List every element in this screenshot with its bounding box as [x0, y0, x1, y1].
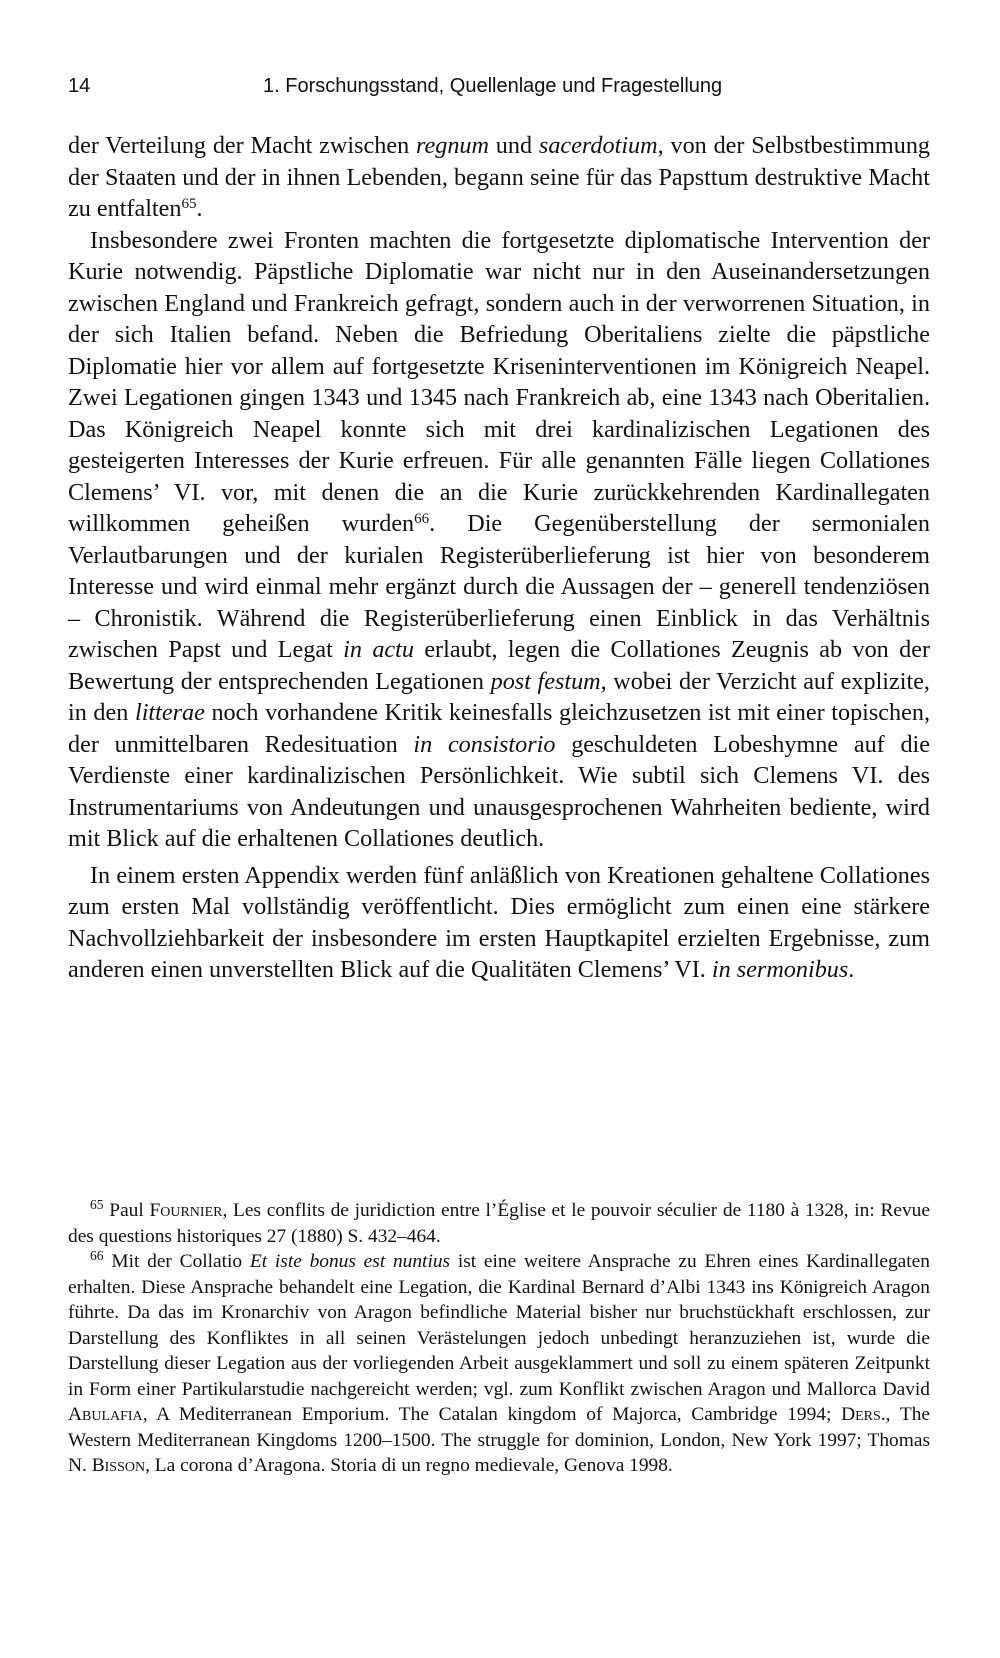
text-run: noch vorhandene Kritik keinesfalls gleichzusetzen ist mit einer topischen, der unmittelbaren Redesituation [68, 699, 930, 758]
main-text [68, 130, 930, 986]
page-number: 14 [68, 75, 91, 97]
text-run: und [488, 132, 539, 159]
italic-term: sacerdotium [538, 132, 658, 159]
text-run: der Verteilung der Macht zwischen [68, 132, 416, 159]
text-run: In einem ersten Appendix werden fünf anläßlich von Kreationen gehaltene Collationes zum ersten Mal vollständig veröffentlicht. Dies ermöglicht zum einen eine stärkere Nachvollziehbarkeit der insbesondere im ersten Hauptkapitel erzielten Ergebnisse, zum anderen einen unverstellten Blick auf die Qualitäten Clemens’ VI. [68, 861, 930, 983]
text-run: , von der Selbstbestimmung der Staaten und der in ihnen Lebenden, begann seine für das Papsttum destruktive Macht zu entfalten [68, 132, 931, 222]
footnote-66 [68, 1249, 930, 1479]
text-run: , The Western Mediterranean Kingdoms 1200–1500. The struggle for dominion, London, New York 1997; Thomas N. [68, 1404, 930, 1476]
italic-term: regnum [415, 132, 489, 159]
italic-term: in actu [343, 636, 414, 663]
text-run: , wobei der Verzicht auf explizite, in den [68, 667, 930, 726]
text-run: , La corona d’Aragona. Storia di un regno medievale, Genova 1998. [145, 1455, 673, 1476]
text-run: geschuldeten Lobeshymne auf die Verdienste einer kardinalizischen Persönlichkeit. Wie subtil sich Clemens VI. des Instrumentariums von Andeutungen und unausgesprochenen Wahrheiten bediente, wird mit Blick auf die erhaltenen Collationes deutlich. [68, 730, 931, 852]
footnote-number: 65 [90, 1197, 104, 1213]
paragraph-1 [68, 130, 930, 225]
footnote-ref-65[interactable]: 65 [181, 195, 197, 212]
italic-title: Et iste bonus est nuntius [249, 1251, 451, 1272]
footnotes [68, 1198, 930, 1479]
text-run: , Les conflits de juridiction entre l’Église et le pouvoir séculier de 1180 à 1328, in: Revue des questions historiques 27 (1880) S. 432–464. [68, 1200, 930, 1247]
text-run: . [196, 195, 203, 222]
author-name: Fournier [149, 1200, 223, 1221]
italic-term: post festum [490, 667, 601, 695]
author-name: Ders. [841, 1404, 886, 1425]
italic-term: litterae [134, 699, 205, 726]
running-head [68, 72, 930, 100]
chapter-title: 1. Forschungsstand, Quellenlage und Fragestellung [263, 75, 723, 97]
italic-term: in sermonibus [711, 956, 849, 983]
footnote-ref-66[interactable]: 66 [414, 510, 430, 527]
italic-term: in consistorio [413, 730, 556, 758]
text-run: Mit der Collatio [111, 1251, 250, 1272]
text-run: Paul [109, 1200, 150, 1221]
footnote-number: 66 [90, 1248, 104, 1264]
author-name: Bisson [91, 1455, 146, 1476]
paragraph-2 [68, 225, 930, 855]
paragraph-3 [68, 860, 930, 986]
author-name: Abulafia [68, 1404, 143, 1425]
text-run: . Die Gegenüberstellung der sermonialen Verlautbarungen und der kurialen Registerüberlieferung ist hier von besonderem Interesse und wird einmal mehr ergänzt durch die Aussagen der – generell tendenziösen – Chronistik. Während die Registerüberlieferung einen Einblick in das Verhältnis zwischen Papst und Legat [68, 510, 930, 663]
text-run: erlaubt, legen die Collationes Zeugnis ab von der Bewertung der entsprechenden Legationen [68, 636, 930, 695]
text-run: , A Mediterranean Emporium. The Catalan kingdom of Majorca, Cambridge 1994; [142, 1404, 842, 1425]
footnote-65 [68, 1198, 930, 1249]
text-run: . [848, 956, 855, 983]
text-run: ist eine weitere Ansprache zu Ehren eines Kardinallegaten erhalten. Diese Ansprache behandelt eine Legation, die Kardinal Bernard d’Albi 1343 ins Königreich Aragon führte. Da das im Kronarchiv von Aragon befindliche Material bisher nur bruchstückhaft erschlossen, zur Darstellung des Konfliktes in all seinen Verästelungen jedoch unbedingt heranzuziehen ist, wurde die Darstellung dieser Legation aus der vorliegenden Arbeit ausgeklammert und soll zu einem späteren Zeitpunkt in Form einer Partikularstudie nachgereicht werden; vgl. zum Konflikt zwischen Aragon und Mallorca David [68, 1251, 930, 1400]
text-run: Insbesondere zwei Fronten machten die fortgesetzte diplomatische Intervention der Kurie notwendig. Päpstliche Diplomatie war nicht nur in den Auseinandersetzungen zwischen England und Frankreich gefragt, sondern auch in der verworrenen Situation, in der sich Italien befand. Neben die Befriedung Oberitaliens zielte die päpstliche Diplomatie hier vor allem auf fortgesetzte Kriseninterventionen im Königreich Neapel. Zwei Legationen gingen 1343 und 1345 nach Frankreich ab, eine 1343 nach Oberitalien. Das Königreich Neapel konnte sich mit drei kardinalizischen Legationen des gesteigerten Interesses der Kurie erfreuen. Für alle genannten Fälle liegen Collationes Clemens’ VI. vor, mit denen die an die Kurie zurückkehrenden Kardinallegaten willkommen geheißen wurden [68, 226, 930, 537]
